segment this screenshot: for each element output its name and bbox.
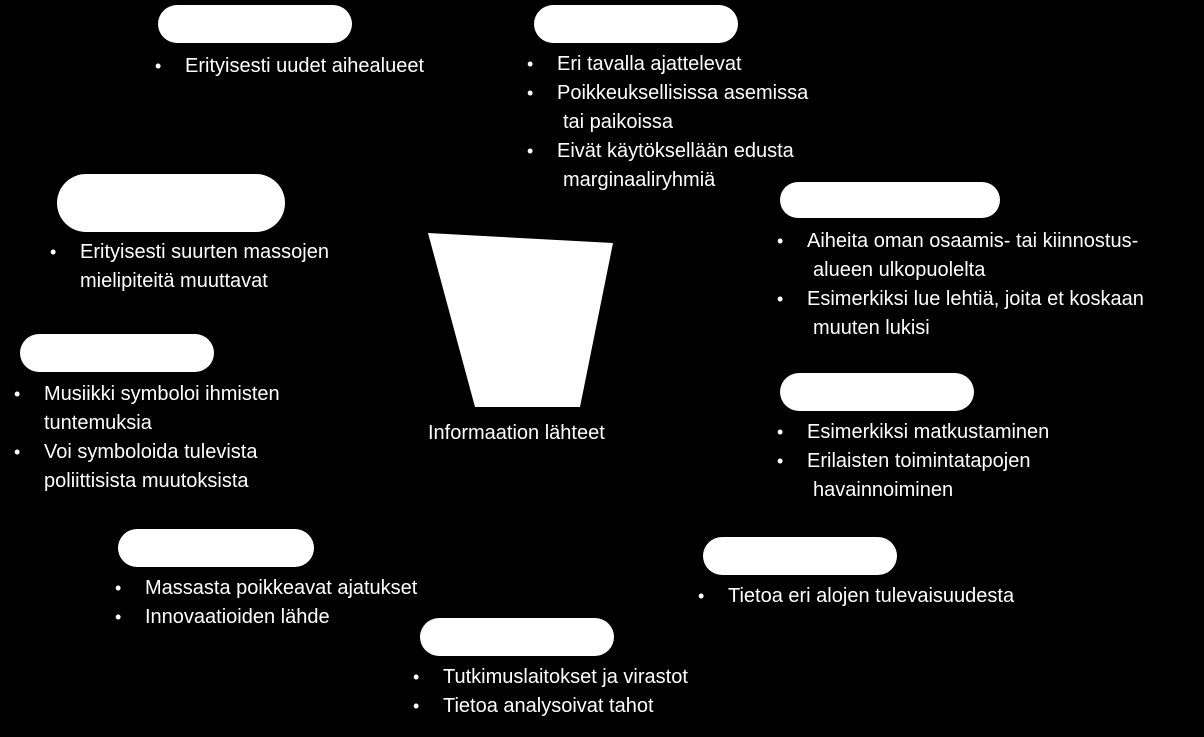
bullet-item: • Esimerkiksi matkustaminen [777,418,1049,447]
label-pill-6 [780,373,974,411]
label-pill-5 [20,334,214,372]
bullet-item: • Eri tavalla ajattelevat [527,50,808,79]
bullet-item: • Voi symboloida tulevista poliittisista muutoksista [14,438,280,496]
group-5 [14,380,280,496]
bullet-item: • Aiheita oman osaamis- tai kiinnostus- alueen ulkopuolelta [777,227,1144,285]
bullet-item: • Erityisesti suurten massojen mielipiteitä muuttavat [50,238,329,296]
group-9 [413,663,688,721]
bullet-item: • Esimerkiksi lue lehtiä, joita et koskaan muuten lukisi [777,285,1144,343]
group-3 [50,238,329,296]
label-pill-4 [780,182,1000,218]
group-1 [155,52,424,81]
label-pill-3 [57,174,285,232]
group-2 [527,50,808,195]
group-6 [777,418,1049,505]
bullet-item: • Erityisesti uudet aihealueet [155,52,424,81]
group-8 [698,582,1014,611]
label-pill-8 [703,537,897,575]
bullet-item: • Innovaatioiden lähde [115,603,417,632]
group-4 [777,227,1144,343]
funnel-polygon [428,233,613,407]
bullet-item: • Tutkimuslaitokset ja virastot [413,663,688,692]
bullet-item: • Tietoa analysoivat tahot [413,692,688,721]
bullet-item: • Erilaisten toimintatapojen havainnoiminen [777,447,1049,505]
label-pill-1 [158,5,352,43]
group-7 [115,574,417,632]
bullet-item: • Poikkeuksellisissa asemissa tai paikoissa [527,79,808,137]
bullet-item: • Tietoa eri alojen tulevaisuudesta [698,582,1014,611]
center-label: Informaation lähteet [428,422,605,444]
bullet-item: • Eivät käytöksellään edusta marginaaliryhmiä [527,137,808,195]
bullet-item: • Musiikki symboloi ihmisten tuntemuksia [14,380,280,438]
bullet-item: • Massasta poikkeavat ajatukset [115,574,417,603]
label-pill-7 [118,529,314,567]
label-pill-9 [420,618,614,656]
label-pill-2 [534,5,738,43]
